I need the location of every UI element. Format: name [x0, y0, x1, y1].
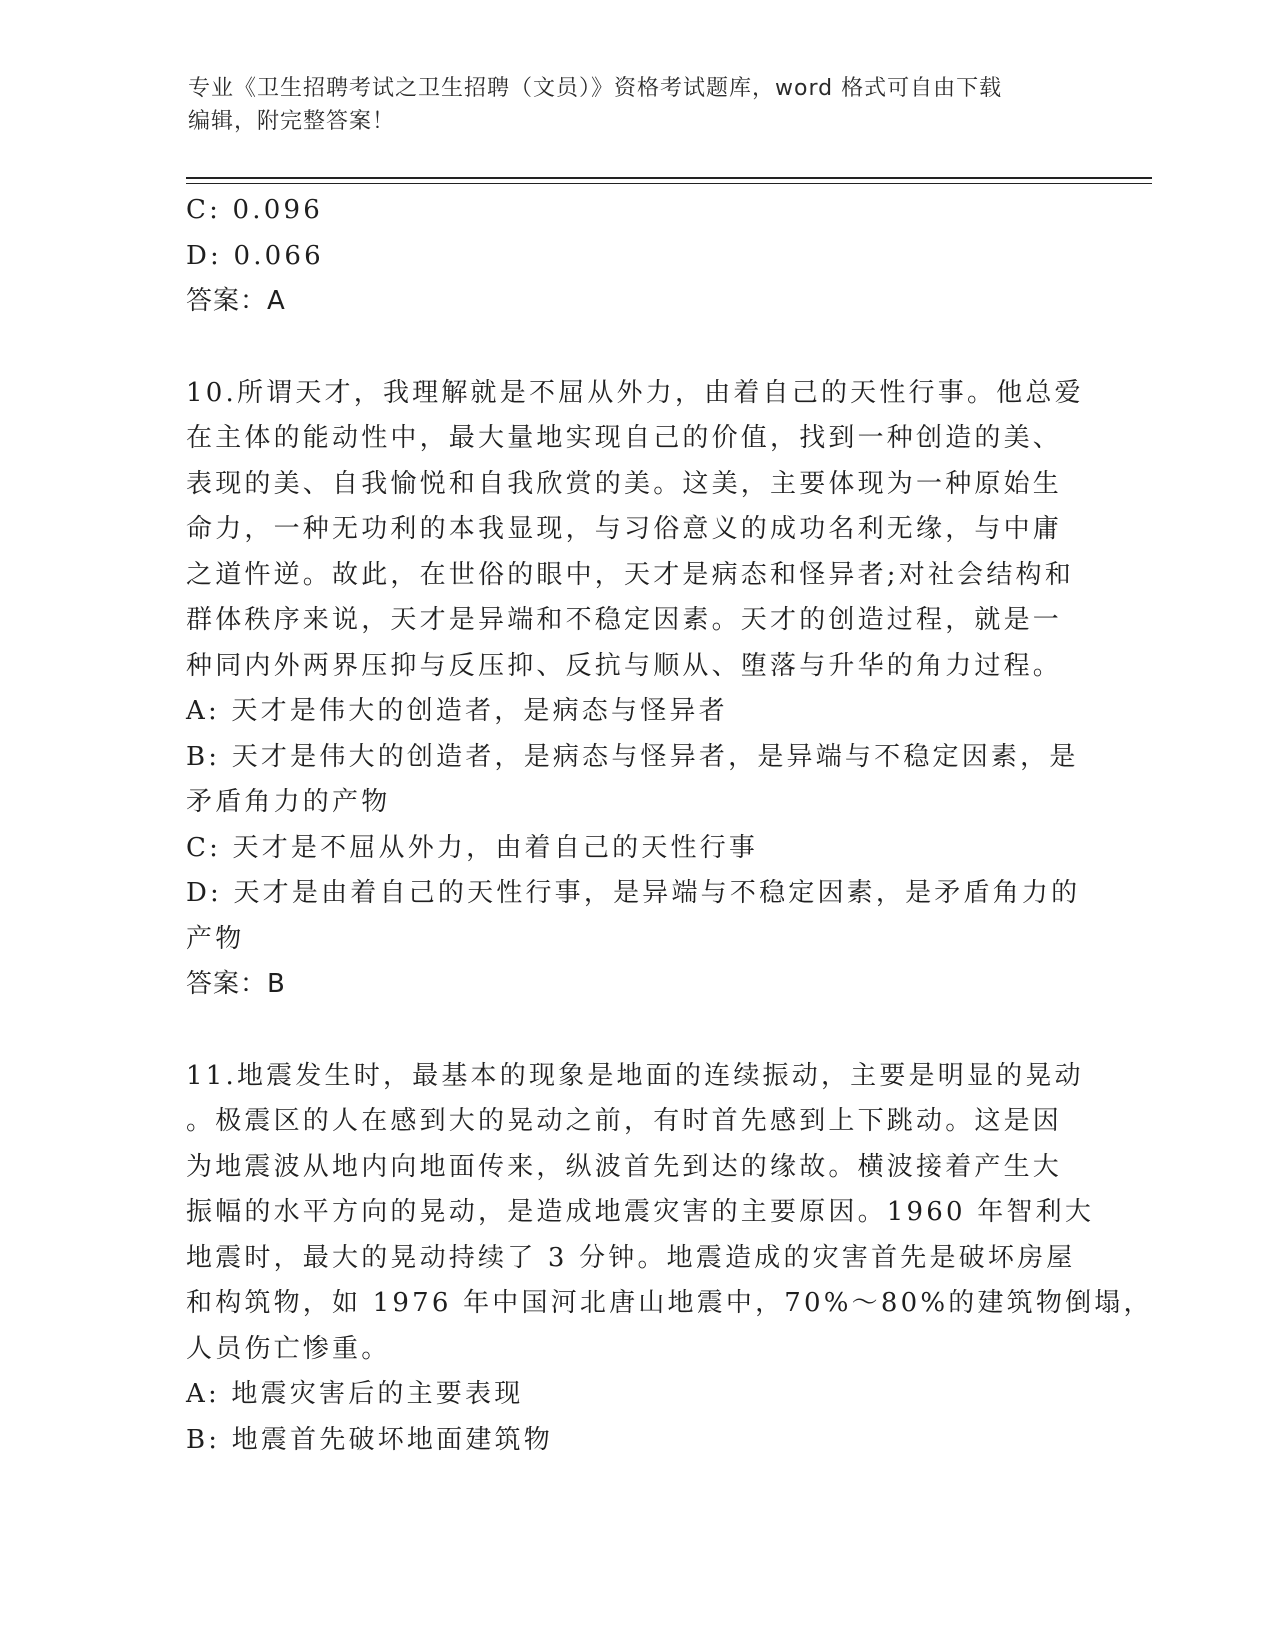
option-c: C: 0.096: [186, 195, 323, 225]
question-text-line: 和构筑物，如 1976 年中国河北唐山地震中，70%～80%的建筑物倒塌，: [186, 1288, 1153, 1318]
question-content: [186, 188, 1153, 1463]
spacer: [186, 1008, 1076, 1054]
header-line-1: 专业《卫生招聘考试之卫生招聘（文员）》资格考试题库，word 格式可自由下载: [188, 76, 1003, 101]
answer-line: 答案：B: [186, 969, 286, 999]
option-b: B: 地震首先破坏地面建筑物: [186, 1424, 553, 1455]
answer-line: 答案：A: [186, 286, 286, 316]
question-text-line: 地震时，最大的晃动持续了 3 分钟。地震造成的灾害首先是破坏房屋: [186, 1242, 1076, 1273]
option-b: B: 天才是伟大的创造者，是病态与怪异者，是异端与不稳定因素，是: [186, 741, 1079, 772]
question-text-line: 种同内外两界压抑与反压抑、反抗与顺从、堕落与升华的角力过程。: [186, 650, 1063, 681]
question-text-line: 在主体的能动性中，最大量地实现自己的价值，找到一种创造的美、: [186, 423, 1063, 453]
question-10: [186, 371, 1084, 1008]
option-d: D: 天才是由着自己的天性行事，是异端与不稳定因素，是矛盾角力的: [186, 878, 1081, 908]
option-a: A: 天才是伟大的创造者，是病态与怪异者: [186, 696, 728, 726]
option-a: A: 地震灾害后的主要表现: [186, 1379, 524, 1409]
question-9-tail: [186, 188, 1076, 325]
question-text-line: 之道忤逆。故此，在世俗的眼中，天才是病态和怪异者;对社会结构和: [186, 559, 1074, 590]
question-text-line: 11.地震发生时，最基本的现象是地面的连续振动，主要是明显的晃动: [186, 1060, 1084, 1091]
option-d: D: 0.066: [186, 240, 324, 271]
question-text-line: 振幅的水平方向的晃动，是造成地震灾害的主要原因。1960 年智利大: [186, 1197, 1095, 1227]
header-divider-thick: [186, 177, 1152, 179]
header-line-2: 编辑，附完整答案！: [188, 109, 396, 134]
question-text-line: 人员伤亡惨重。: [186, 1333, 391, 1364]
question-text-line: 为地震波从地内向地面传来，纵波首先到达的缘故。横波接着产生大: [186, 1151, 1063, 1182]
question-text-line: 10.所谓天才，我理解就是不屈从外力，由着自己的天性行事。他总爱: [186, 377, 1084, 408]
question-text-line: 表现的美、自我愉悦和自我欣赏的美。这美，主要体现为一种原始生: [186, 468, 1063, 499]
option-b-continued: 矛盾角力的产物: [186, 787, 391, 817]
question-text-line: 。极震区的人在感到大的晃动之前，有时首先感到上下跳动。这是因: [186, 1106, 1063, 1136]
page-header: [188, 72, 1068, 138]
question-text-line: 群体秩序来说，天才是异端和不稳定因素。天才的创造过程，就是一: [186, 605, 1063, 635]
question-text-line: 命力，一种无功利的本我显现，与习俗意义的成功名利无缘，与中庸: [186, 514, 1063, 544]
option-d-continued: 产物: [186, 923, 245, 954]
option-c: C: 天才是不屈从外力，由着自己的天性行事: [186, 832, 759, 863]
spacer: [186, 325, 1076, 371]
question-11: [186, 1054, 1153, 1464]
header-divider-thin: [186, 183, 1152, 184]
